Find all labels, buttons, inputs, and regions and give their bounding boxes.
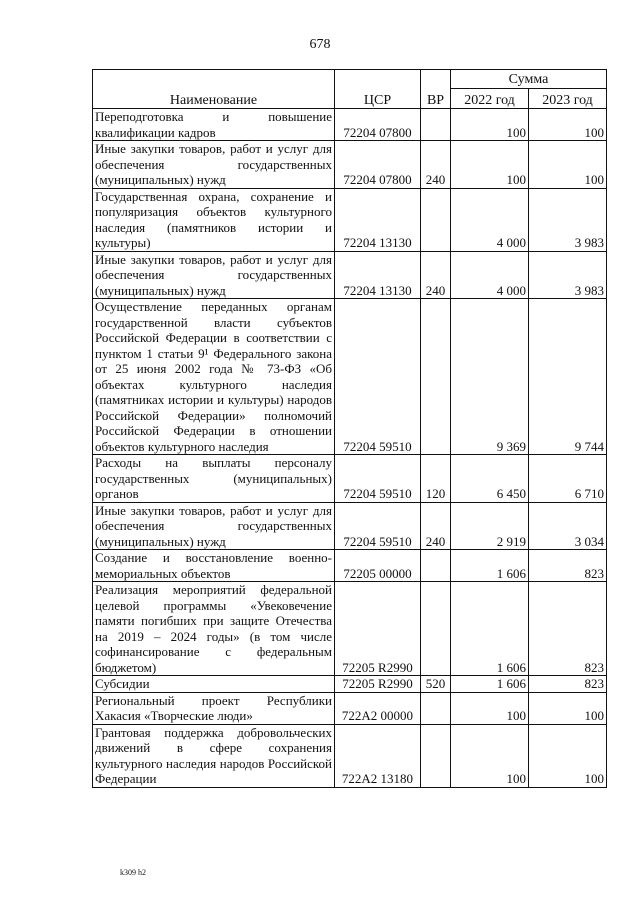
row-name: Государственная охрана, сохранение и популяризация объектов культурного наследия (памятников истории и культуры)	[93, 188, 335, 251]
row-sum-2023: 9 744	[529, 299, 607, 455]
table-row	[93, 502, 607, 550]
row-csr: 72204 13130	[335, 188, 421, 251]
row-vr	[421, 299, 451, 455]
row-csr: 72204 07800	[335, 141, 421, 189]
budget-table	[92, 69, 607, 788]
table-body	[93, 109, 607, 788]
row-name: Осуществление переданных органам государственной власти субъектов Российской Федерации в соответствии с пунктом 1 статьи 9¹ Федерального закона от 25 июня 2002 года № 73-ФЗ «Об объектах культурного наследия (памятниках истории и культуры) народов Российской Федерации» полномочий Российской Федерации в отношении объектов культурного наследия	[93, 299, 335, 455]
row-sum-2023: 3 034	[529, 502, 607, 550]
row-vr: 240	[421, 141, 451, 189]
row-sum-2023: 100	[529, 141, 607, 189]
row-sum-2023: 823	[529, 676, 607, 693]
row-vr: 120	[421, 455, 451, 503]
row-vr	[421, 188, 451, 251]
row-vr: 240	[421, 502, 451, 550]
row-sum-2022: 2 919	[451, 502, 529, 550]
row-csr: 72205 R2990	[335, 582, 421, 676]
table-row	[93, 109, 607, 141]
row-sum-2023: 823	[529, 550, 607, 582]
row-vr	[421, 692, 451, 724]
row-sum-2022: 1 606	[451, 676, 529, 693]
row-sum-2022: 1 606	[451, 550, 529, 582]
row-sum-2022: 6 450	[451, 455, 529, 503]
table-row	[93, 141, 607, 189]
table-row	[93, 455, 607, 503]
row-sum-2022: 100	[451, 141, 529, 189]
row-sum-2023: 100	[529, 692, 607, 724]
row-vr	[421, 582, 451, 676]
row-csr: 722A2 13180	[335, 724, 421, 787]
row-name: Субсидии	[93, 676, 335, 693]
row-csr: 72204 07800	[335, 109, 421, 141]
row-sum-2022: 9 369	[451, 299, 529, 455]
table-row	[93, 299, 607, 455]
row-csr: 722A2 00000	[335, 692, 421, 724]
row-csr: 72205 R2990	[335, 676, 421, 693]
row-name: Грантовая поддержка добровольческих движений в сфере сохранения культурного наследия народов Российской Федерации	[93, 724, 335, 787]
row-csr: 72204 59510	[335, 299, 421, 455]
table-row	[93, 582, 607, 676]
table-row	[93, 550, 607, 582]
row-name: Иные закупки товаров, работ и услуг для обеспечения государственных (муниципальных) нужд	[93, 502, 335, 550]
table-row	[93, 724, 607, 787]
row-sum-2023: 100	[529, 109, 607, 141]
row-sum-2023: 3 983	[529, 251, 607, 299]
row-csr: 72204 13130	[335, 251, 421, 299]
row-name: Региональный проект Республики Хакасия «Творческие люди»	[93, 692, 335, 724]
row-vr	[421, 550, 451, 582]
table-header	[93, 70, 607, 109]
footer-code: k309 h2	[120, 868, 146, 877]
row-sum-2022: 4 000	[451, 251, 529, 299]
row-sum-2022: 100	[451, 109, 529, 141]
table-row	[93, 692, 607, 724]
header-vr: ВР	[421, 70, 451, 109]
page-number: 678	[309, 37, 331, 52]
row-vr	[421, 109, 451, 141]
row-name: Реализация мероприятий федеральной целевой программы «Увековечение памяти погибших при защите Отечества на 2019 – 2024 годы» (в том числе софинансирование с федеральным бюджетом)	[93, 582, 335, 676]
row-csr: 72204 59510	[335, 455, 421, 503]
header-year-2023: 2023 год	[529, 88, 607, 108]
row-sum-2023: 100	[529, 724, 607, 787]
row-sum-2022: 1 606	[451, 582, 529, 676]
header-csr: ЦСР	[335, 70, 421, 109]
row-csr: 72205 00000	[335, 550, 421, 582]
row-vr: 240	[421, 251, 451, 299]
row-vr	[421, 724, 451, 787]
row-name: Переподготовка и повышение квалификации кадров	[93, 109, 335, 141]
row-sum-2022: 4 000	[451, 188, 529, 251]
row-name: Расходы на выплаты персоналу государственных (муниципальных) органов	[93, 455, 335, 503]
row-name: Иные закупки товаров, работ и услуг для обеспечения государственных (муниципальных) нужд	[93, 251, 335, 299]
row-sum-2023: 6 710	[529, 455, 607, 503]
row-name: Иные закупки товаров, работ и услуг для обеспечения государственных (муниципальных) нужд	[93, 141, 335, 189]
header-sum: Сумма	[451, 70, 607, 89]
table-row	[93, 251, 607, 299]
row-sum-2022: 100	[451, 692, 529, 724]
header-name: Наименование	[93, 70, 335, 109]
header-year-2022: 2022 год	[451, 88, 529, 108]
row-sum-2023: 3 983	[529, 188, 607, 251]
row-sum-2023: 823	[529, 582, 607, 676]
row-name: Создание и восстановление военно-мемориальных объектов	[93, 550, 335, 582]
row-vr: 520	[421, 676, 451, 693]
row-sum-2022: 100	[451, 724, 529, 787]
table-row	[93, 676, 607, 693]
table-row	[93, 188, 607, 251]
row-csr: 72204 59510	[335, 502, 421, 550]
